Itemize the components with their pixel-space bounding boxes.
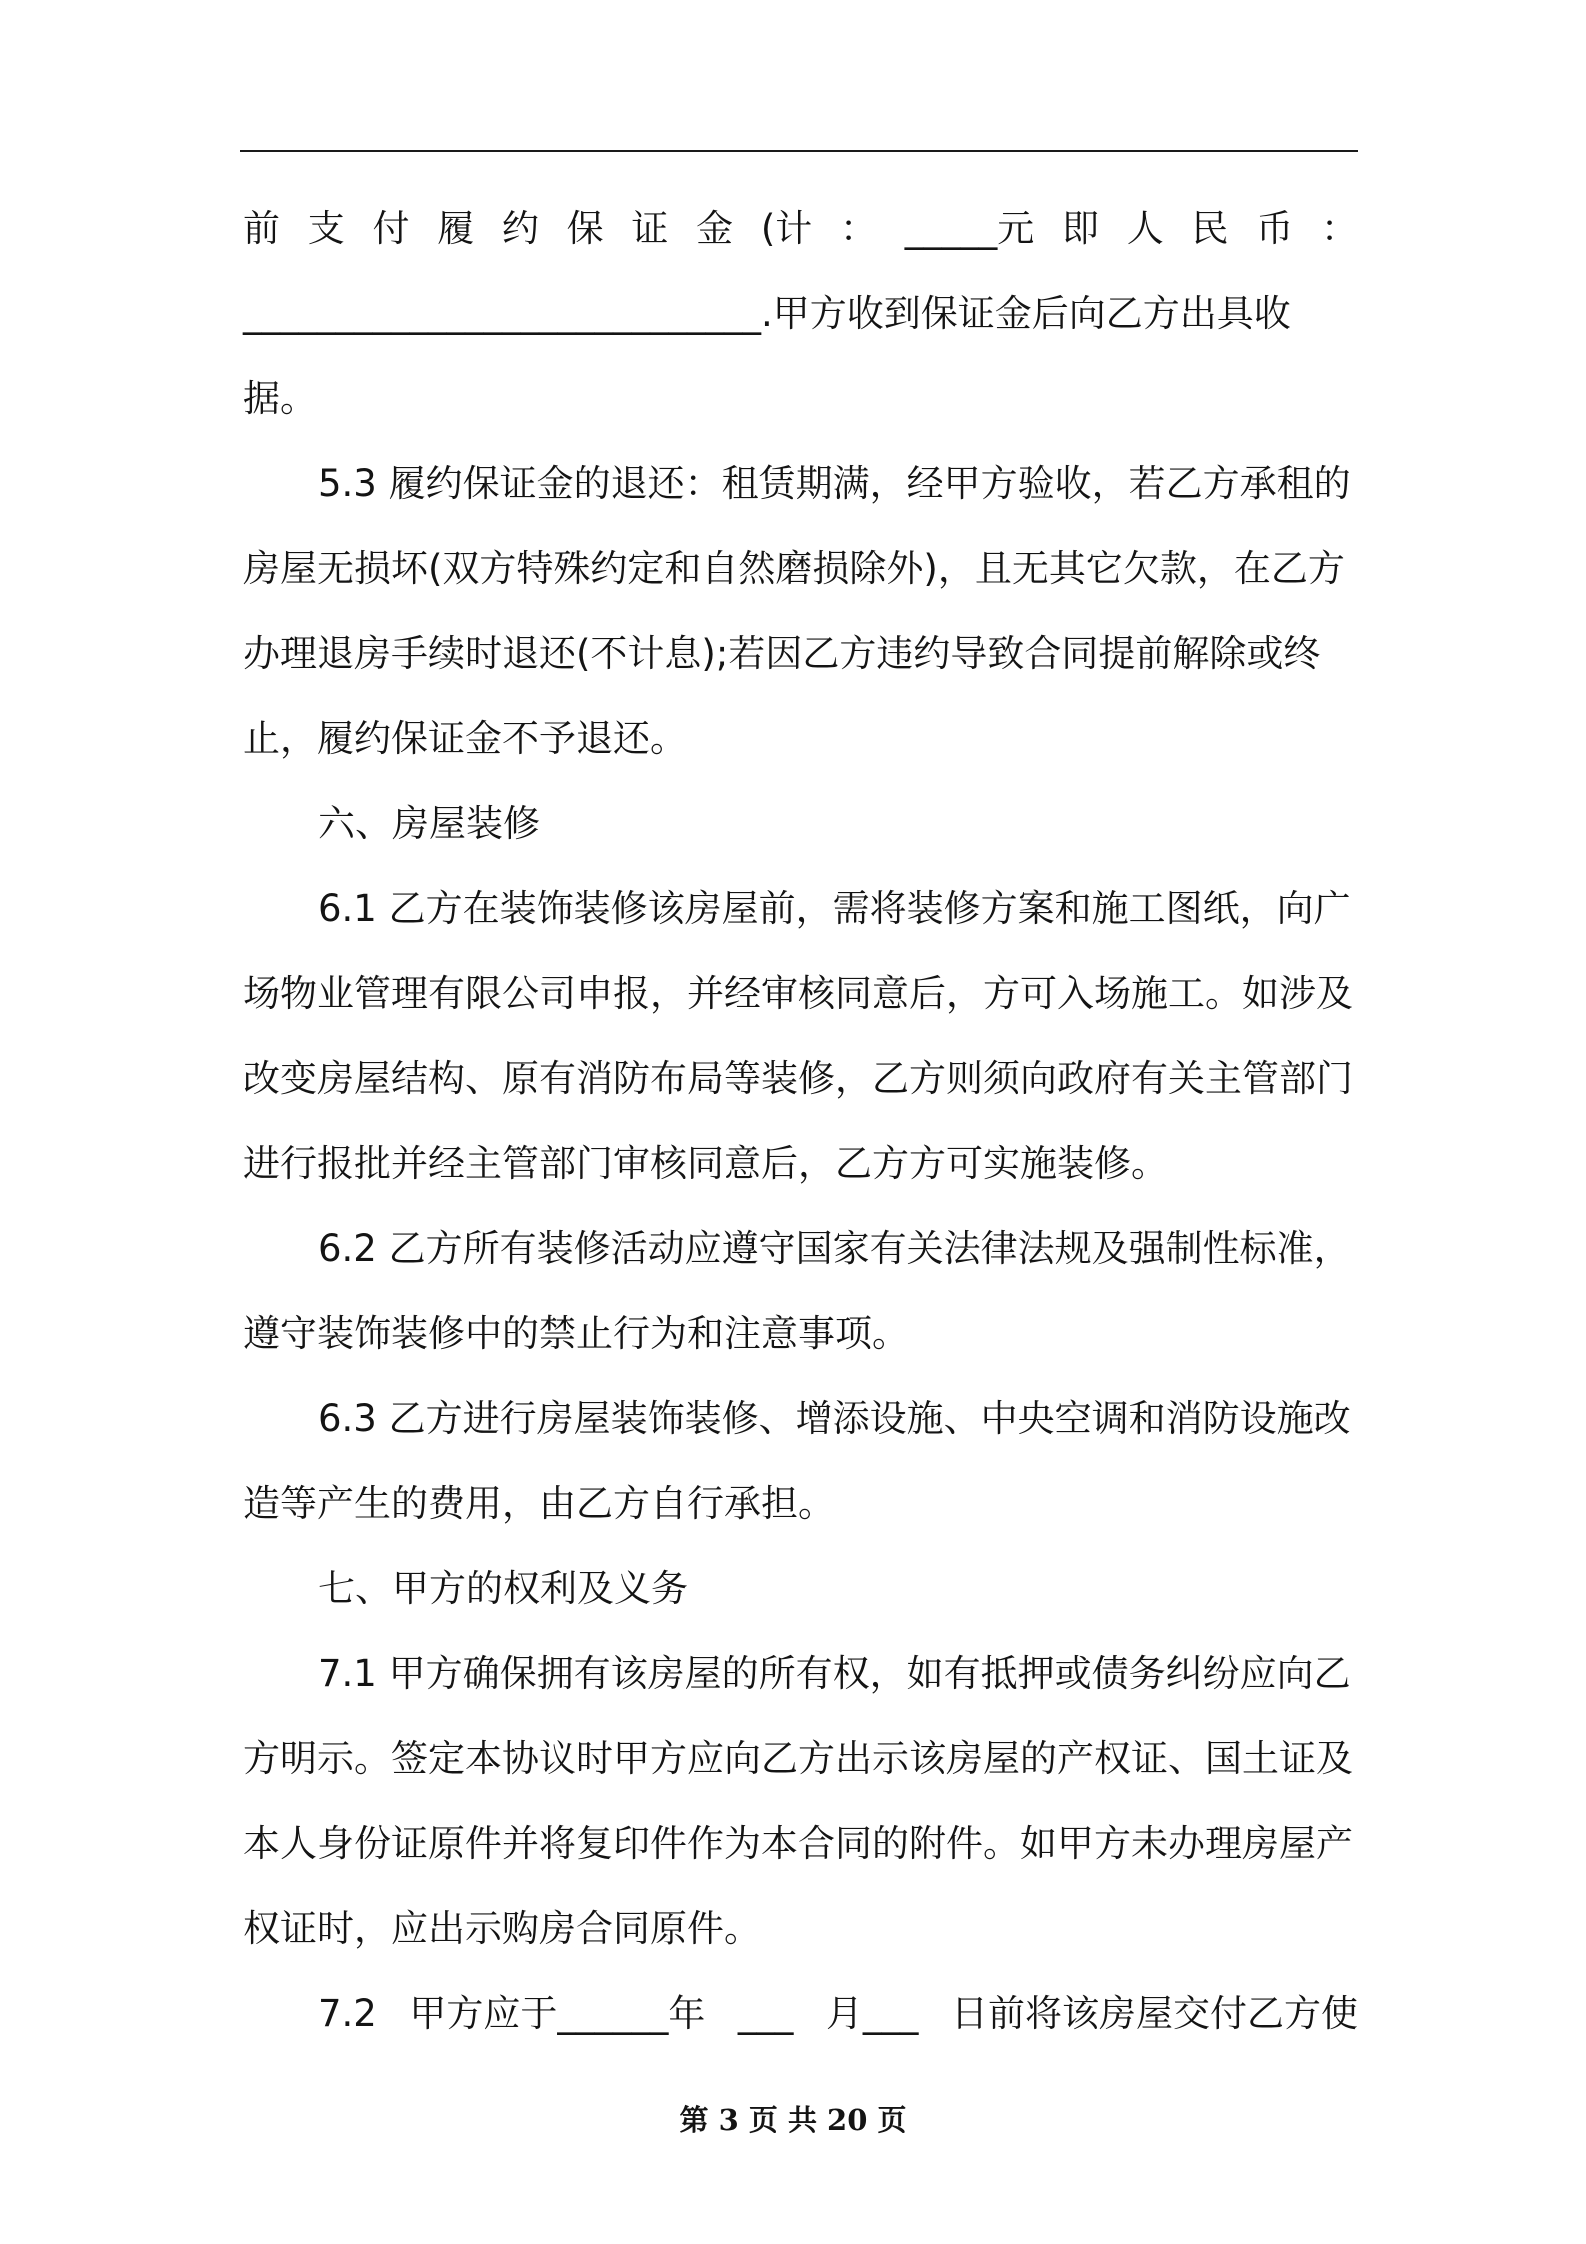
text-line: 遵守装饰装修中的禁止行为和注意事项。 — [243, 1312, 909, 1355]
text-line: 场物业管理有限公司申报，并经审核同意后，方可入场施工。如涉及 — [243, 972, 1353, 1015]
text-segment: 月___ — [825, 1992, 919, 2035]
text-segment: 金 — [696, 207, 734, 250]
text-line: 6.1 乙方在装饰装修该房屋前，需将装修方案和施工图纸，向广 — [318, 887, 1351, 930]
text-segment: 民 — [1191, 207, 1229, 250]
text-line: 据。 — [243, 377, 317, 420]
text-segment: ： — [1320, 207, 1358, 250]
text-segment: 甲方应于______年 — [409, 1992, 706, 2035]
text-segment: 付 — [372, 207, 410, 250]
text-line: 房屋无损坏(双方特殊约定和自然磨损除外)，且无其它欠款，在乙方 — [243, 547, 1345, 590]
header-rule — [240, 150, 1358, 152]
text-segment: 支 — [307, 207, 345, 250]
text-segment: 保 — [566, 207, 604, 250]
text-segment: ___ — [737, 1992, 794, 2035]
text-line: 7.1 甲方确保拥有该房屋的所有权，如有抵押或债务纠纷应向乙 — [318, 1652, 1351, 1695]
text-segment: (计 — [760, 207, 813, 250]
text-segment: 履 — [437, 207, 475, 250]
text-line: 方明示。签定本协议时甲方应向乙方出示该房屋的产权证、国土证及 — [243, 1737, 1353, 1780]
text-segment: 币 — [1256, 207, 1294, 250]
text-segment: 即 — [1062, 207, 1100, 250]
document-body — [243, 196, 1358, 2066]
text-segment: 7.2 — [318, 1992, 377, 2035]
text-line: 5.3 履约保证金的退还：租赁期满，经甲方验收，若乙方承租的 — [318, 462, 1351, 505]
text-line — [243, 196, 1358, 281]
text-line: 改变房屋结构、原有消防布局等装修，乙方则须向政府有关主管部门 — [243, 1057, 1353, 1100]
text-segment: 日前将该房屋交付乙方使 — [950, 1992, 1358, 2035]
text-segment: 约 — [501, 207, 539, 250]
text-line: 六、房屋装修 — [318, 802, 540, 845]
text-line: 办理退房手续时退还(不计息);若因乙方违约导致合同提前解除或终 — [243, 632, 1321, 675]
text-segment: _____元 — [904, 207, 1035, 250]
text-segment: ： — [840, 207, 878, 250]
text-line: 6.2 乙方所有装修活动应遵守国家有关法律法规及强制性标准， — [318, 1227, 1351, 1270]
text-line: 本人身份证原件并将复印件作为本合同的附件。如甲方未办理房屋产 — [243, 1822, 1353, 1865]
text-segment: 证 — [631, 207, 669, 250]
text-line: 权证时，应出示购房合同原件。 — [243, 1907, 761, 1950]
text-line: 进行报批并经主管部门审核同意后，乙方方可实施装修。 — [243, 1142, 1168, 1185]
page-number: 第 3 页 共 20 页 — [679, 2103, 907, 2137]
text-line: 6.3 乙方进行房屋装饰装修、增添设施、中央空调和消防设施改 — [318, 1397, 1351, 1440]
text-segment: 前 — [243, 207, 280, 250]
text-line: 造等产生的费用，由乙方自行承担。 — [243, 1482, 835, 1525]
text-segment: 人 — [1126, 207, 1164, 250]
text-line: 七、甲方的权利及义务 — [318, 1567, 688, 1610]
text-line — [243, 1981, 1358, 2066]
text-line: ____________________________.甲方收到保证金后向乙方出具收 — [243, 292, 1291, 335]
text-line: 止，履约保证金不予退还。 — [243, 717, 687, 760]
